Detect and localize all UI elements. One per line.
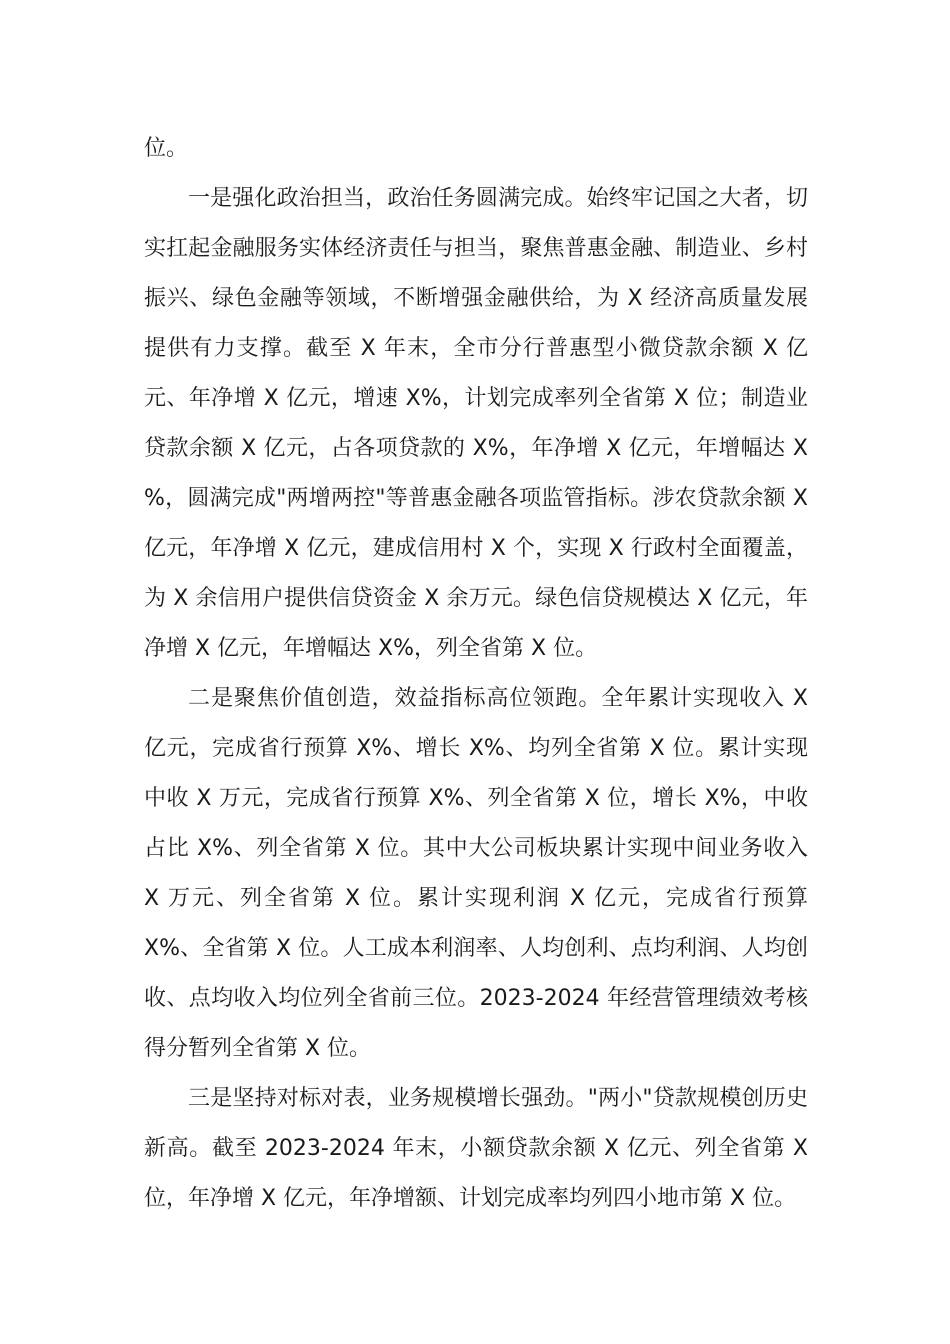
document-body <box>144 124 808 1224</box>
paragraph-political-responsibility: 一是强化政治担当，政治任务圆满完成。始终牢记国之大者，切实扛起金融服务实体经济责任与担当，聚焦普惠金融、制造业、乡村振兴、绿色金融等领域，不断增强金融供给，为 X 经济高质量发展提供有力支撑。截至 X 年末，全市分行普惠型小微贷款余额 X 亿元、年净增 X 亿元，增速 X%，计划完成率列全省第 X 位；制造业贷款余额 X 亿元，占各项贷款的 X%，年净增 X 亿元，年增幅达 X %，圆满完成"两增两控"等普惠金融各项监管指标。涉农贷款余额 X 亿元，年净增 X 亿元，建成信用村 X 个，实现 X 行政村全面覆盖，为 X 余信用户提供信贷资金 X 余万元。绿色信贷规模达 X 亿元，年净增 X 亿元，年增幅达 X%，列全省第 X 位。 <box>144 186 808 661</box>
paragraph-business-growth: 三是坚持对标对表，业务规模增长强劲。"两小"贷款规模创历史新高。截至 2023-2024 年末，小额贷款余额 X 亿元、列全省第 X 位，年净增 X 亿元，年净增额、计划完成率均列四小地市第 X 位。 <box>144 1086 808 1211</box>
paragraph-value-creation: 二是聚焦价值创造，效益指标高位领跑。全年累计实现收入 X 亿元，完成省行预算 X%、增长 X%、均列全省第 X 位。累计实现中收 X 万元，完成省行预算 X%、列全省第 X 位，增长 X%，中收占比 X%、列全省第 X 位。其中大公司板块累计实现中间业务收入 X 万元、列全省第 X 位。累计实现利润 X 亿元，完成省行预算 X%、全省第 X 位。人工成本利润率、人均创利、点均利润、人均创收、点均收入均位列全省前三位。2023-2024 年经营管理绩效考核得分暂列全省第 X 位。 <box>144 686 808 1061</box>
paragraph-continuation: 位。 <box>144 136 189 161</box>
